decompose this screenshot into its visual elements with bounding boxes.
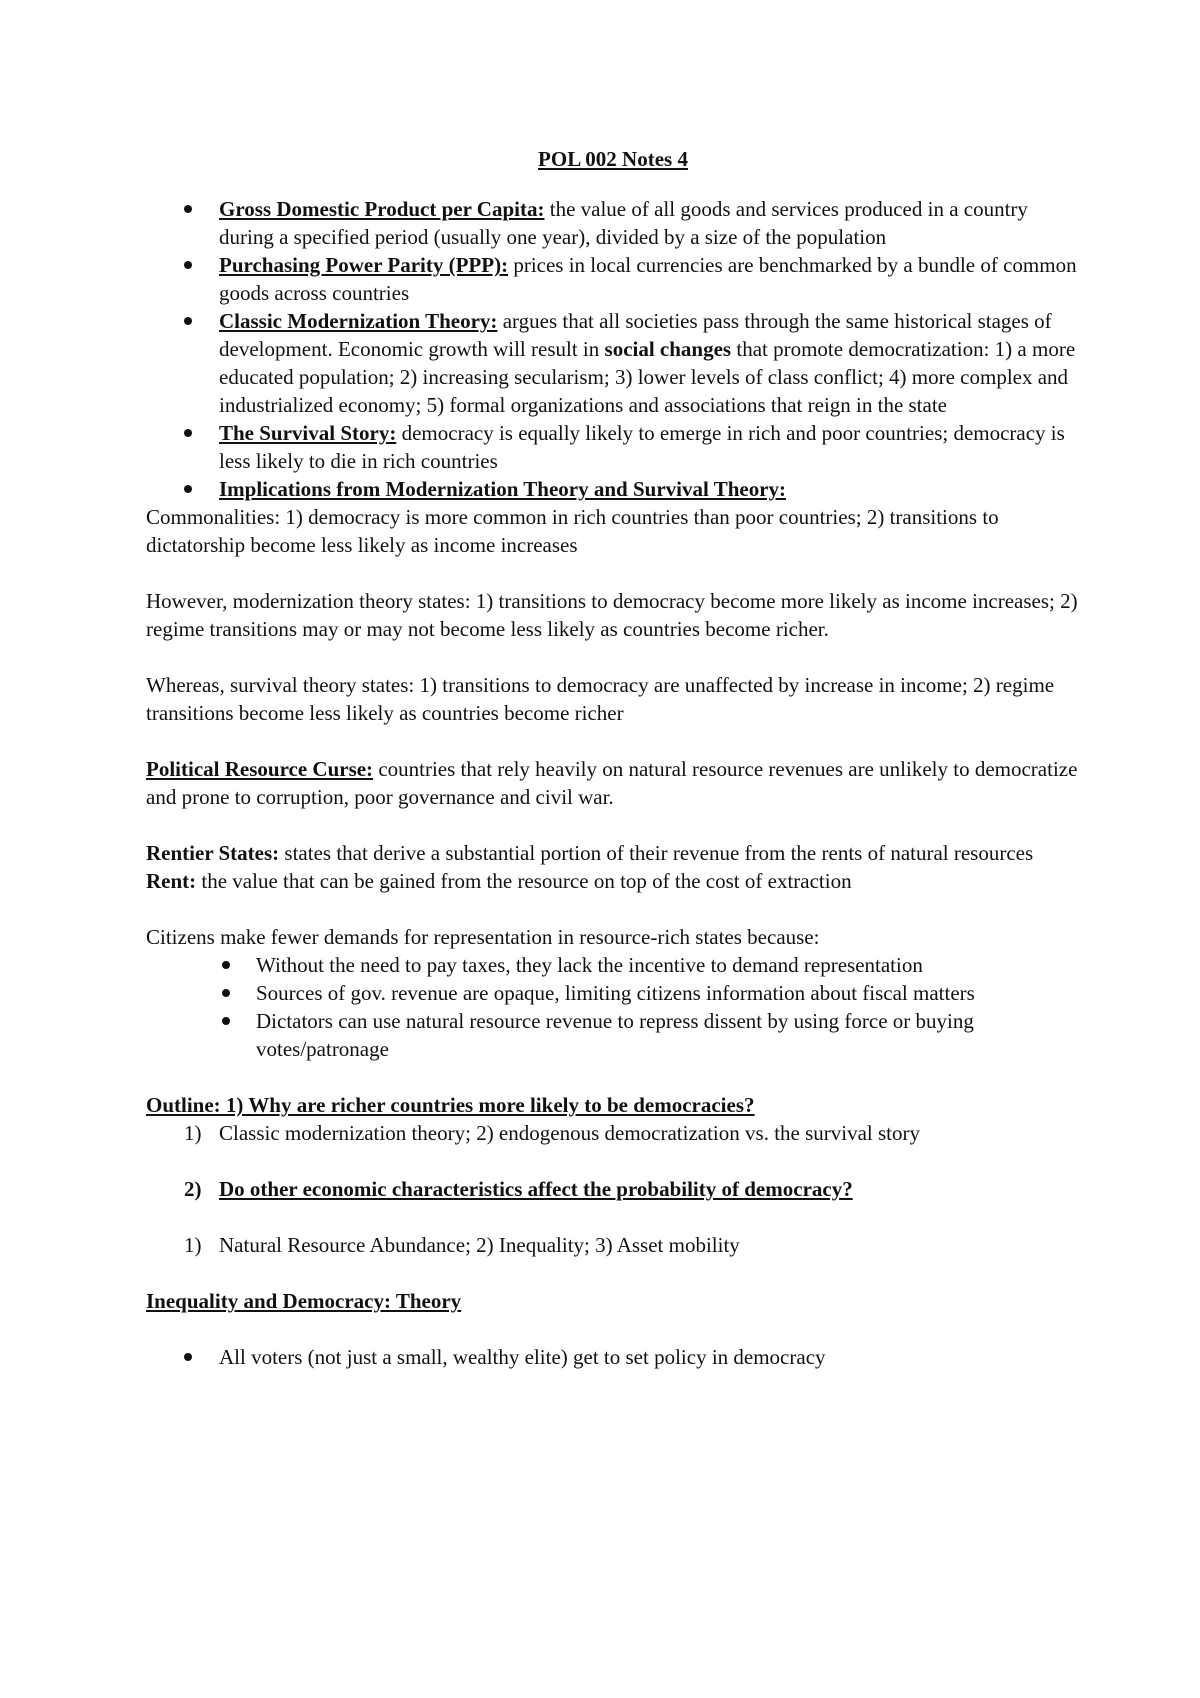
outline-item-1: [146, 1119, 1080, 1147]
definition-survival: democracy is equally likely to emerge in rich and poor countries; democracy is less likely to die in rich countries: [219, 421, 1065, 473]
spacer: [146, 1315, 1080, 1343]
outline-number: 2): [184, 1177, 202, 1201]
outline-number: 1): [184, 1121, 202, 1145]
outline-heading: Outline: 1) Why are richer countries more likely to be democracies?: [146, 1093, 755, 1117]
term-rent: Rent:: [146, 869, 197, 893]
inequality-heading: Inequality and Democracy: Theory: [146, 1289, 462, 1313]
page-title: POL 002 Notes 4: [538, 147, 688, 171]
outline-item-3: [146, 1231, 1080, 1259]
outline-text: Do other economic characteristics affect the probability of democracy?: [219, 1177, 853, 1201]
list-item-implications: [219, 475, 1080, 503]
list-item-gdp: [219, 195, 1080, 251]
whereas-paragraph: Whereas, survival theory states: 1) transitions to democracy are unaffected by increase in income; 2) regime transitions become less likely as countries become richer: [146, 673, 1055, 725]
rent-paragraph: [146, 867, 1080, 895]
however-paragraph: However, modernization theory states: 1) transitions to democracy become more likely as income increases; 2) regime transitions may or may not become less likely as countries become richer.: [146, 589, 1078, 641]
definition-modernization-bold: social changes: [604, 337, 732, 361]
definition-modernization-a: argues that all societies pass through the same historical stages of development. Economic growth will result in: [219, 309, 1052, 361]
spacer: [146, 1147, 1080, 1175]
definition-rent: the value that can be gained from the resource on top of the cost of extraction: [196, 869, 852, 893]
spacer: [146, 1203, 1080, 1231]
inequality-list: [146, 1343, 1080, 1371]
term-gdp: Gross Domestic Product per Capita:: [219, 197, 545, 221]
spacer: [146, 643, 1080, 671]
outline-text: Natural Resource Abundance; 2) Inequality; 3) Asset mobility: [219, 1233, 740, 1257]
term-rentier: Rentier States:: [146, 841, 280, 865]
spacer: [146, 559, 1080, 587]
term-resource-curse: Political Resource Curse:: [146, 757, 374, 781]
rentier-paragraph: [146, 839, 1080, 867]
spacer: [146, 811, 1080, 839]
definition-gdp: the value of all goods and services produced in a country during a specified period (usually one year), divided by a size of the population: [219, 197, 1028, 249]
spacer: [146, 895, 1080, 923]
outline-number: 1): [184, 1233, 202, 1257]
definition-rentier: states that derive a substantial portion of their revenue from the rents of natural resources: [279, 841, 1034, 865]
definitions-list: [146, 195, 1080, 503]
commonalities-paragraph: Commonalities: 1) democracy is more common in rich countries than poor countries; 2) transitions to dictatorship become less likely as income increases: [146, 505, 999, 557]
term-ppp: Purchasing Power Parity (PPP):: [219, 253, 509, 277]
definition-ppp: prices in local currencies are benchmarked by a bundle of common goods across countries: [219, 253, 1077, 305]
list-item: Sources of gov. revenue are opaque, limiting citizens information about fiscal matters: [256, 979, 1080, 1007]
spacer: [146, 1259, 1080, 1287]
spacer: [146, 1063, 1080, 1091]
list-item: All voters (not just a small, wealthy elite) get to set policy in democracy: [219, 1343, 1080, 1371]
list-item-ppp: [219, 251, 1080, 307]
term-implications: Implications from Modernization Theory and Survival Theory:: [219, 477, 787, 501]
list-item: Without the need to pay taxes, they lack the incentive to demand representation: [256, 951, 1080, 979]
definition-resource-curse: countries that rely heavily on natural resource revenues are unlikely to democratize and prone to corruption, poor governance and civil war.: [146, 757, 1078, 809]
term-survival: The Survival Story:: [219, 421, 397, 445]
outline-text: Classic modernization theory; 2) endogenous democratization vs. the survival story: [219, 1121, 920, 1145]
outline-item-2: [146, 1175, 1080, 1203]
term-modernization: Classic Modernization Theory:: [219, 309, 498, 333]
list-item: Dictators can use natural resource revenue to repress dissent by using force or buying votes/patronage: [256, 1007, 1080, 1063]
citizens-list: [146, 951, 1080, 1063]
definition-modernization-b: that promote democratization: 1) a more educated population; 2) increasing secularism; 3) lower levels of class conflict; 4) more complex and industrialized economy; 5) formal organizations and associations that reign in the state: [219, 337, 1076, 417]
list-item-survival: [219, 419, 1080, 475]
resource-curse-paragraph: [146, 755, 1080, 811]
spacer: [146, 727, 1080, 755]
citizens-intro: Citizens make fewer demands for representation in resource-rich states because:: [146, 925, 820, 949]
list-item-modernization: [219, 307, 1080, 419]
